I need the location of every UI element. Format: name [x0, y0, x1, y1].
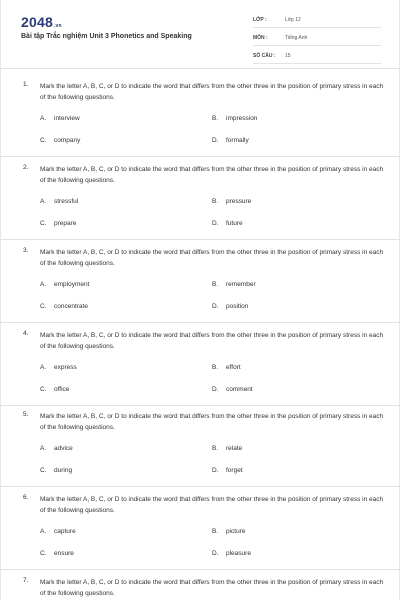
option-b[interactable]	[212, 281, 256, 288]
option-letter: D.	[212, 386, 219, 393]
option-a[interactable]	[40, 115, 80, 122]
option-letter: D.	[212, 303, 219, 310]
option-a[interactable]	[40, 528, 76, 535]
question-divider	[1, 486, 400, 487]
option-letter: D.	[212, 550, 219, 557]
question-divider	[1, 569, 400, 570]
option-c[interactable]	[40, 137, 80, 144]
option-b[interactable]	[212, 364, 241, 371]
option-text: position	[226, 303, 249, 310]
logo-text: 2048	[21, 14, 53, 30]
option-letter: C.	[40, 220, 47, 227]
option-d[interactable]	[212, 220, 243, 227]
meta-row-subject	[253, 32, 381, 46]
option-b[interactable]	[212, 198, 251, 205]
option-letter: C.	[40, 303, 47, 310]
meta-label: SỐ CÂU :	[253, 53, 276, 59]
option-d[interactable]	[212, 386, 253, 393]
meta-value: Lớp 12	[285, 17, 301, 23]
option-letter: C.	[40, 550, 47, 557]
option-a[interactable]	[40, 281, 89, 288]
question-divider	[1, 405, 400, 406]
meta-label: LỚP :	[253, 17, 267, 23]
question-divider	[1, 239, 400, 240]
option-b[interactable]	[212, 115, 257, 122]
option-text: effort	[226, 364, 241, 371]
question-number: 1.	[23, 81, 29, 88]
option-text: employment	[54, 281, 90, 288]
option-letter: C.	[40, 467, 47, 474]
question-number: 4.	[23, 330, 29, 337]
option-a[interactable]	[40, 198, 78, 205]
document-title: Bài tập Trắc nghiệm Unit 3 Phonetics and Speaking	[21, 33, 192, 40]
site-logo[interactable]	[21, 14, 62, 30]
option-c[interactable]	[40, 467, 72, 474]
question-number: 2.	[23, 164, 29, 171]
option-text: stressful	[54, 198, 79, 205]
question-text: Mark the letter A, B, C, or D to indicate the word that differs from the other three in the position of primary stress in each of the following questions.	[40, 83, 384, 101]
option-text: remember	[226, 281, 256, 288]
option-text: advice	[54, 445, 73, 452]
option-text: picture	[226, 528, 246, 535]
option-letter: B.	[212, 281, 219, 288]
option-letter: A.	[40, 115, 47, 122]
option-text: company	[54, 137, 81, 144]
question-divider	[1, 322, 400, 323]
option-letter: D.	[212, 467, 219, 474]
option-text: concentrate	[54, 303, 88, 310]
question-text: Mark the letter A, B, C, or D to indicate the word that differs from the other three in the position of primary stress in each of the following questions.	[40, 579, 384, 597]
option-letter: B.	[212, 115, 219, 122]
question-number: 7.	[23, 577, 29, 584]
question-text: Mark the letter A, B, C, or D to indicate the word that differs from the other three in the position of primary stress in each of the following questions.	[40, 413, 384, 431]
option-text: future	[226, 220, 243, 227]
option-d[interactable]	[212, 467, 243, 474]
option-d[interactable]	[212, 303, 248, 310]
option-letter: A.	[40, 445, 47, 452]
option-text: interview	[54, 115, 80, 122]
question-text: Mark the letter A, B, C, or D to indicate the word that differs from the other three in the position of primary stress in each of the following questions.	[40, 249, 384, 267]
option-letter: B.	[212, 445, 219, 452]
question-text: Mark the letter A, B, C, or D to indicate the word that differs from the other three in the position of primary stress in each of the following questions.	[40, 496, 384, 514]
option-text: pleasure	[226, 550, 251, 557]
meta-row-count	[253, 50, 381, 64]
option-d[interactable]	[212, 550, 251, 557]
meta-info	[253, 14, 381, 68]
option-text: formally	[226, 137, 249, 144]
option-letter: B.	[212, 364, 219, 371]
question-number: 5.	[23, 411, 29, 418]
option-c[interactable]	[40, 220, 76, 227]
option-c[interactable]	[40, 550, 74, 557]
meta-label: MÔN :	[253, 35, 268, 41]
option-letter: A.	[40, 281, 47, 288]
question-number: 3.	[23, 247, 29, 254]
option-letter: A.	[40, 198, 47, 205]
logo-suffix: .vn	[53, 23, 62, 29]
option-text: capture	[54, 528, 76, 535]
option-letter: A.	[40, 364, 47, 371]
option-text: pressure	[226, 198, 252, 205]
option-letter: A.	[40, 528, 47, 535]
option-d[interactable]	[212, 137, 249, 144]
option-text: express	[54, 364, 77, 371]
option-letter: B.	[212, 528, 219, 535]
meta-value: Tiếng Anh	[285, 35, 308, 41]
option-text: relate	[226, 445, 243, 452]
option-a[interactable]	[40, 445, 73, 452]
option-letter: D.	[212, 137, 219, 144]
option-text: forget	[226, 467, 243, 474]
option-letter: D.	[212, 220, 219, 227]
option-letter: C.	[40, 386, 47, 393]
option-text: ensure	[54, 550, 74, 557]
option-a[interactable]	[40, 364, 77, 371]
option-b[interactable]	[212, 445, 242, 452]
header-divider	[1, 68, 400, 69]
option-text: prepare	[54, 220, 77, 227]
meta-value: 15	[285, 53, 291, 59]
question-text: Mark the letter A, B, C, or D to indicate the word that differs from the other three in the position of primary stress in each of the following questions.	[40, 166, 384, 184]
option-text: office	[54, 386, 70, 393]
option-c[interactable]	[40, 386, 69, 393]
header	[1, 0, 400, 68]
option-text: during	[54, 467, 73, 474]
question-divider	[1, 156, 400, 157]
meta-row-class	[253, 14, 381, 28]
option-c[interactable]	[40, 303, 88, 310]
question-number: 6.	[23, 494, 29, 501]
option-letter: B.	[212, 198, 219, 205]
option-b[interactable]	[212, 528, 246, 535]
option-text: comment	[226, 386, 253, 393]
question-text: Mark the letter A, B, C, or D to indicate the word that differs from the other three in the position of primary stress in each of the following questions.	[40, 332, 384, 350]
option-text: impression	[226, 115, 258, 122]
option-letter: C.	[40, 137, 47, 144]
